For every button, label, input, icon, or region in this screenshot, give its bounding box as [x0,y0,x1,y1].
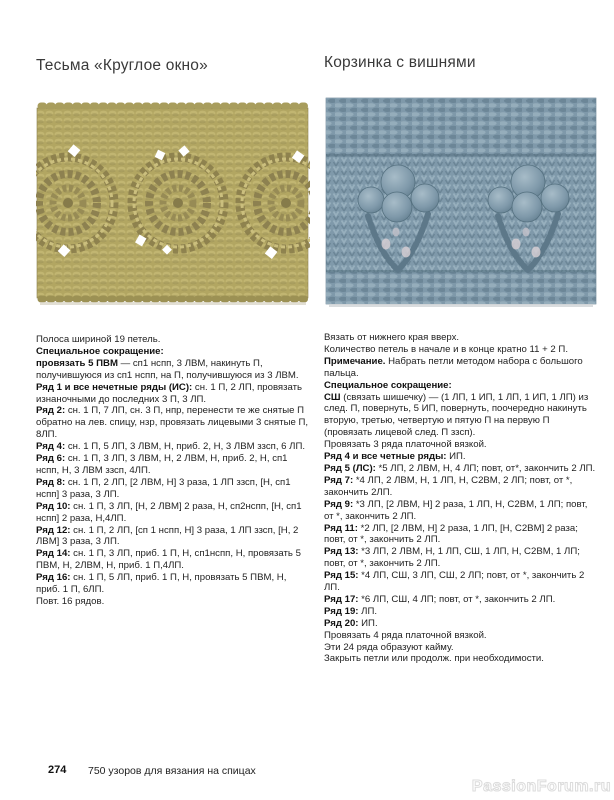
instruction-line: Эти 24 ряда образуют кайму. [324,641,454,653]
instruction-line: СШ (связать шишечку) — (1 ЛП, 1 ИП, 1 ЛП, 1 ИП, 1 ЛП) из след. П, повернуть, 5 ИП, повернуть, поочередно накинуть вторую, третью, четвертую и пятую П на первую П (провязать лицевой след. П ззсп). [324,391,589,439]
instruction-line: Специальное сокращение: [324,379,452,391]
cherry-bobble [411,184,439,212]
right-cherry-basket-photo [324,94,598,310]
lace-hole [402,247,411,258]
instruction-line: Ряд 12: сн. 1 П, 2 ЛП, [сп 1 нспп, Н] 3 раза, 1 ЛП ззсп, [Н, 2 ЛВМ] 3 раза, 3 ЛП. [36,524,299,548]
instruction-line: Провязать 3 ряда платочной вязкой. [324,439,487,451]
instruction-line: Ряд 13: *3 ЛП, 2 ЛВМ, Н, 1 ЛП, СШ, 1 ЛП, Н, С2ВМ, 1 ЛП; повт, от *, закончить 2 ЛП. [324,546,580,570]
instruction-line: Ряд 14: сн. 1 П, 3 ЛП, приб. 1 П, Н, сп1нспп, Н, провязать 5 ПВМ, Н, 2ЛВМ, Н, приб. 1 П,4ЛП. [36,548,301,572]
lace-hole [393,228,400,237]
instruction-line: Полоса шириной 19 петель. [36,334,161,345]
instruction-line: Провязать 4 ряда платочной вязкой. [324,629,487,641]
fabric-bottom-garter-band [326,272,596,304]
lace-hole [523,228,530,237]
instruction-line: Закрыть петли или продолж. при необходимости. [324,653,544,665]
instruction-line: Ряд 15: *4 ЛП, СШ, 3 ЛП, СШ, 2 ЛП; повт, от *, закончить 2 ЛП. [324,570,585,594]
band-separator-bottom [326,270,596,273]
braid-shadow [40,302,306,305]
instruction-line: Ряд 8: сн. 1 П, 2 ЛП, [2 ЛВМ, Н] 3 раза, 1 ЛП ззсп, [Н, сп1 нспп] 3 раза, 3 ЛП. [36,476,291,500]
instruction-line: Ряд 10: сн. 1 П, 3 ЛП, [Н, 2 ЛВМ] 2 раза, Н, сп2нспп, [Н, сп1 нспп] 2 раза, Н,4ЛП. [36,500,302,524]
instruction-line: Количество петель в начале и в конце кратно 11 + 2 П. [324,343,568,355]
instruction-line: Ряд 4 и все четные ряды: ИП. [324,451,466,463]
instruction-line: Ряд 5 (ЛС): *5 ЛП, 2 ЛВМ, Н, 4 ЛП; повт, от*, закончить 2 ЛП. [324,462,596,474]
instruction-line: Ряд 7: *4 ЛП, 2 ЛВМ, Н, 1 ЛП, Н, С2ВМ, 2 ЛП; повт, от *, закончить 2ЛП. [324,474,573,498]
cherry-bobble [358,187,384,213]
left-braid-photo [36,96,310,310]
cherry-bobble [541,184,569,212]
instruction-line: Ряд 17: *6 ЛП, СШ, 4 ЛП; повт, от *, закончить 2 ЛП. [324,593,556,605]
instruction-line: Примечание. Набрать петли методом набора с большого пальца. [324,355,583,379]
braid-illustration [36,96,310,310]
instruction-line: Ряд 1 и все нечетные ряды (ИС): сн. 1 П, 2 ЛП, провязать изнаночными до последних 3 П, 3 ЛП. [36,381,303,405]
instruction-line: Повт. 16 рядов. [36,595,105,607]
instruction-line: Ряд 11: *2 ЛП, [2 ЛВМ, Н] 2 раза, 1 ЛП, [Н, С2ВМ] 2 раза; повт, от *, закончить 2 ЛП. [324,522,578,546]
instruction-line: Ряд 19: ЛП. [324,605,378,617]
lace-hole [512,239,521,250]
cherry-bobble [382,192,412,222]
left-pattern-title: Тесьма «Круглое окно» [36,57,208,74]
instruction-line: Ряд 4: сн. 1 П, 5 ЛП, 3 ЛВМ, Н, приб. 2, Н, 3 ЛВМ ззсп, 6 ЛП. [36,441,306,453]
right-pattern-title: Корзинка с вишнями [324,54,476,71]
instruction-line: Ряд 2: сн. 1 П, 7 ЛП, сн. 3 П, нпр, перенести те же снятые П обратно на лев. спицу, нзр, провязать лицевыми 3 снятые П, 8ЛП. [36,405,309,441]
instruction-line: Специальное сокращение: [36,345,164,357]
page-number: 274 [48,764,67,776]
lace-hole [382,239,391,250]
band-separator [326,154,596,157]
left-instructions [36,334,310,608]
instruction-line: Ряд 9: *3 ЛП, [2 ЛВМ, Н] 2 раза, 1 ЛП, Н, С2ВМ, 1 ЛП; повт, от *, закончить 2 ЛП. [324,498,588,522]
braid-band [37,108,308,298]
instruction-line: Ряд 20: ИП. [324,617,378,629]
instruction-line: провязать 5 ПВМ — сп1 нспп, 3 ЛВМ, накинуть П, получившуюся из сп1 нспп, на П, получившуюся из 3 ЛВМ. [36,357,299,381]
cherry-bobble [488,187,514,213]
instruction-line: Вязать от нижнего края вверх. [324,332,460,343]
instruction-line: Ряд 6: сн. 1 П, 3 ЛП, 3 ЛВМ, Н, 2 ЛВМ, Н, приб. 2, Н, сп1 нспп, Н, 3 ЛВМ ззсп, 4ЛП. [36,453,288,476]
fabric-top-garter-band [326,98,596,154]
lace-hole [532,247,541,258]
watermark: PassionForum.ru [471,778,611,795]
right-instructions [324,332,598,665]
instruction-line: Ряд 16: сн. 1 П, 5 ЛП, приб. 1 П, Н, провязать 5 ПВМ, Н, приб. 1 П, 6ЛП. [36,572,287,596]
fabric-shadow [329,304,593,307]
cherry-bobble [512,192,542,222]
book-title: 750 узоров для вязания на спицах [88,764,256,777]
cherry-basket-illustration [324,94,598,310]
